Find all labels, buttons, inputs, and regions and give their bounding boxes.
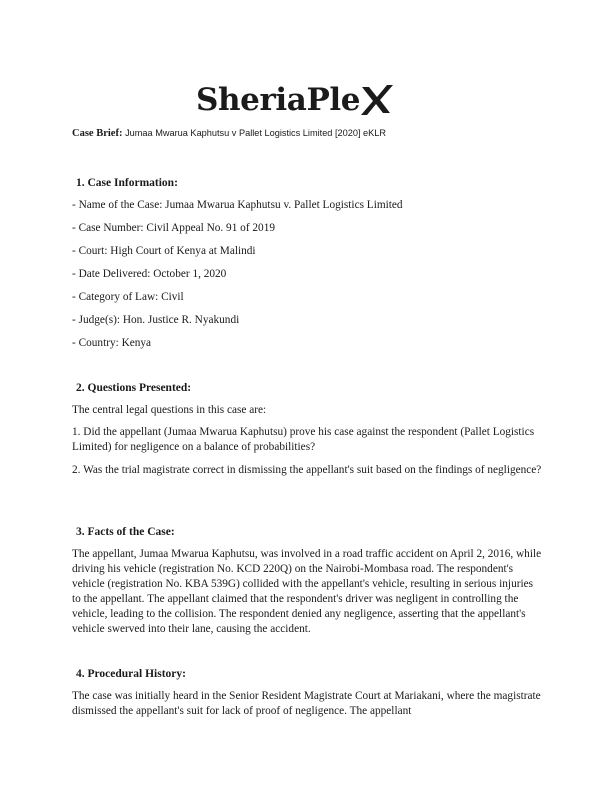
- case-brief-title: Jumaa Mwarua Kaphutsu v Pallet Logistics Limited [2020] eKLR: [125, 128, 387, 138]
- info-item: - Category of Law: Civil: [72, 291, 184, 303]
- info-item: - Judge(s): Hon. Justice R. Nyakundi: [72, 314, 240, 326]
- case-brief-line: [72, 126, 552, 141]
- info-item: - Court: High Court of Kenya at Malindi: [72, 245, 256, 257]
- info-item: - Name of the Case: Jumaa Mwarua Kaphutsu v. Pallet Logistics Limited: [72, 199, 403, 211]
- section-heading-facts: 3. Facts of the Case:: [76, 526, 175, 538]
- section-heading-procedural-history: 4. Procedural History:: [76, 668, 186, 680]
- facts-body: The appellant, Jumaa Mwarua Kaphutsu, was involved in a road traffic accident on April 2, 2016, while driving his vehicle (registration No. KCD 220Q) on the Nairobi-Mombasa road. The respondent's vehicle (registration No. KBA 539G) collided with the appellant's vehicle, resulting in serious injuries to the appellant. The appellant claimed that the respondent's driver was negligent in controlling the vehicle, leading to the collision. The respondent denied any negligence, asserting that the appellant's vehicle swerved into their lane, causing the accident.: [72, 548, 542, 635]
- questions-intro: The central legal questions in this case are:: [72, 404, 267, 416]
- question-2: 2. Was the trial magistrate correct in dismissing the appellant's suit based on the findings of negligence?: [72, 464, 542, 476]
- section-heading-questions-presented: 2. Questions Presented:: [76, 382, 192, 394]
- sheriaplex-logo: [196, 80, 420, 120]
- case-brief-label: Case Brief:: [72, 128, 123, 139]
- procedural-body: The case was initially heard in the Senior Resident Magistrate Court at Mariakani, where the magistrate dismissed the appellant's suit for lack of proof of negligence. The appellant: [72, 690, 541, 717]
- info-item: - Case Number: Civil Appeal No. 91 of 2019: [72, 222, 276, 234]
- info-item: - Date Delivered: October 1, 2020: [72, 268, 227, 280]
- logo-x-mark: [360, 85, 394, 115]
- question-1: 1. Did the appellant (Jumaa Mwarua Kaphutsu) prove his case against the respondent (Pallet Logistics Limited) for negligence on a balance of probabilities?: [72, 426, 535, 453]
- logo-wordmark: SheriaPle: [196, 82, 361, 118]
- info-item: - Country: Kenya: [72, 337, 152, 349]
- section-heading-case-information: 1. Case Information:: [76, 177, 178, 189]
